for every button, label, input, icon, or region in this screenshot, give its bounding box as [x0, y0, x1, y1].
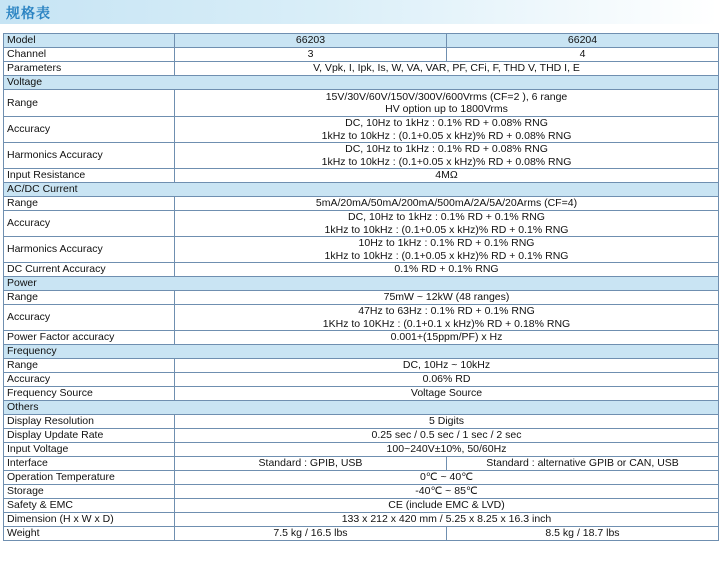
channel-66204: 4 [447, 48, 719, 62]
table-row [4, 359, 719, 373]
frequency-range-label: Range [4, 359, 175, 373]
input-resistance-label: Input Resistance [4, 169, 175, 183]
table-row [4, 263, 719, 277]
section-current: AC/DC Current [4, 183, 719, 197]
model-66203: 66203 [175, 34, 447, 48]
table-row [4, 90, 719, 117]
table-row [4, 197, 719, 211]
interface-label: Interface [4, 457, 175, 471]
model-66204: 66204 [447, 34, 719, 48]
current-harmonics-line2: 1kHz to 10kHz : (0.1+0.05 x kHz)% RD + 0.1% RNG [324, 249, 569, 262]
table-row [4, 527, 719, 541]
voltage-harmonics-line2: 1kHz to 10kHz : (0.1+0.05 x kHz)% RD + 0.08% RNG [321, 155, 572, 168]
model-label: Model [4, 34, 175, 48]
current-accuracy-value [175, 211, 719, 237]
spec-table-wrap [3, 33, 719, 541]
table-row [4, 305, 719, 331]
current-range-value: 5mA/20mA/50mA/200mA/500mA/2A/5A/20Arms (CF=4) [175, 197, 719, 211]
table-row [4, 211, 719, 237]
dimension-value: 133 x 212 x 420 mm / 5.25 x 8.25 x 16.3 inch [175, 513, 719, 527]
section-row [4, 345, 719, 359]
table-row [4, 237, 719, 263]
table-row [4, 457, 719, 471]
table-row [4, 373, 719, 387]
voltage-harmonics-label: Harmonics Accuracy [4, 143, 175, 169]
power-range-value: 75mW ~ 12kW (48 ranges) [175, 291, 719, 305]
section-row [4, 76, 719, 90]
table-row [4, 331, 719, 345]
power-accuracy-value [175, 305, 719, 331]
weight-66203: 7.5 kg / 16.5 lbs [175, 527, 447, 541]
dc-current-accuracy-value: 0.1% RD + 0.1% RNG [175, 263, 719, 277]
input-voltage-label: Input Voltage [4, 443, 175, 457]
voltage-harmonics-value [175, 143, 719, 169]
section-frequency: Frequency [4, 345, 719, 359]
spec-title: 规格表 [6, 5, 51, 21]
frequency-source-value: Voltage Source [175, 387, 719, 401]
input-resistance-value: 4MΩ [175, 169, 719, 183]
storage-label: Storage [4, 485, 175, 499]
table-row [4, 48, 719, 62]
display-update-value: 0.25 sec / 0.5 sec / 1 sec / 2 sec [175, 429, 719, 443]
current-accuracy-line2: 1kHz to 10kHz : (0.1+0.05 x kHz)% RD + 0.1% RNG [324, 223, 569, 236]
section-row [4, 401, 719, 415]
spec-title-banner [0, 0, 718, 24]
table-row [4, 117, 719, 143]
safety-emc-label: Safety & EMC [4, 499, 175, 513]
table-row [4, 485, 719, 499]
table-row [4, 415, 719, 429]
frequency-range-value: DC, 10Hz ~ 10kHz [175, 359, 719, 373]
table-row [4, 143, 719, 169]
operation-temperature-label: Operation Temperature [4, 471, 175, 485]
current-harmonics-line1: 10Hz to 1kHz : 0.1% RD + 0.1% RNG [358, 237, 535, 249]
parameters-value: V, Vpk, I, Ipk, Is, W, VA, VAR, PF, CFi, F, THD V, THD I, E [175, 62, 719, 76]
interface-66204: Standard : alternative GPIB or CAN, USB [447, 457, 719, 471]
display-resolution-value: 5 Digits [175, 415, 719, 429]
power-range-label: Range [4, 291, 175, 305]
table-row [4, 499, 719, 513]
voltage-range-value [175, 90, 719, 117]
frequency-accuracy-value: 0.06% RD [175, 373, 719, 387]
interface-66203: Standard : GPIB, USB [175, 457, 447, 471]
section-others: Others [4, 401, 719, 415]
table-row [4, 34, 719, 48]
voltage-harmonics-line1: DC, 10Hz to 1kHz : 0.1% RD + 0.08% RNG [345, 143, 548, 155]
voltage-accuracy-line2: 1kHz to 10kHz : (0.1+0.05 x kHz)% RD + 0.08% RNG [321, 129, 572, 142]
dimension-label: Dimension (H x W x D) [4, 513, 175, 527]
power-factor-accuracy-value: 0.001+(15ppm/PF) x Hz [175, 331, 719, 345]
power-accuracy-line1: 47Hz to 63Hz : 0.1% RD + 0.1% RNG [358, 305, 535, 317]
channel-66203: 3 [175, 48, 447, 62]
table-row [4, 169, 719, 183]
current-range-label: Range [4, 197, 175, 211]
table-row [4, 429, 719, 443]
storage-value: -40℃ ~ 85℃ [175, 485, 719, 499]
section-power: Power [4, 277, 719, 291]
weight-66204: 8.5 kg / 18.7 lbs [447, 527, 719, 541]
section-row [4, 183, 719, 197]
weight-label: Weight [4, 527, 175, 541]
voltage-range-line2: HV option up to 1800Vrms [385, 103, 508, 115]
table-row [4, 471, 719, 485]
table-row [4, 513, 719, 527]
frequency-source-label: Frequency Source [4, 387, 175, 401]
section-voltage: Voltage [4, 76, 719, 90]
power-accuracy-line2: 1KHz to 10KHz : (0.1+0.1 x kHz)% RD + 0.18% RNG [322, 317, 571, 330]
voltage-accuracy-line1: DC, 10Hz to 1kHz : 0.1% RD + 0.08% RNG [345, 117, 548, 129]
table-row [4, 443, 719, 457]
channel-label: Channel [4, 48, 175, 62]
current-accuracy-label: Accuracy [4, 211, 175, 237]
current-harmonics-value [175, 237, 719, 263]
current-accuracy-line1: DC, 10Hz to 1kHz : 0.1% RD + 0.1% RNG [348, 211, 545, 223]
input-voltage-value: 100~240V±10%, 50/60Hz [175, 443, 719, 457]
safety-emc-value: CE (include EMC & LVD) [175, 499, 719, 513]
section-row [4, 277, 719, 291]
operation-temperature-value: 0℃ ~ 40℃ [175, 471, 719, 485]
current-harmonics-label: Harmonics Accuracy [4, 237, 175, 263]
display-resolution-label: Display Resolution [4, 415, 175, 429]
display-update-label: Display Update Rate [4, 429, 175, 443]
table-row [4, 62, 719, 76]
voltage-range-line1: 15V/30V/60V/150V/300V/600Vrms (CF=2 ), 6 range [325, 90, 568, 103]
dc-current-accuracy-label: DC Current Accuracy [4, 263, 175, 277]
spec-table [3, 33, 719, 541]
voltage-accuracy-label: Accuracy [4, 117, 175, 143]
parameters-label: Parameters [4, 62, 175, 76]
frequency-accuracy-label: Accuracy [4, 373, 175, 387]
voltage-range-label: Range [4, 90, 175, 117]
table-row [4, 387, 719, 401]
power-factor-accuracy-label: Power Factor accuracy [4, 331, 175, 345]
voltage-accuracy-value [175, 117, 719, 143]
power-accuracy-label: Accuracy [4, 305, 175, 331]
table-row [4, 291, 719, 305]
